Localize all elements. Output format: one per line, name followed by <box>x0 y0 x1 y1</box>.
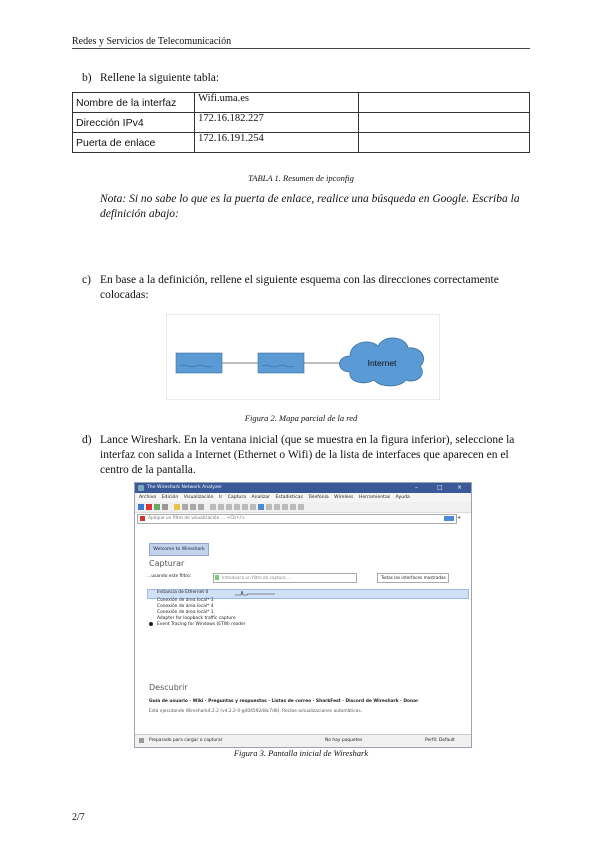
capture-filter-row <box>147 573 457 582</box>
running-header: Redes y Servicios de Telecomunicación <box>72 36 232 47</box>
find-icon[interactable] <box>210 504 216 510</box>
table-cell-extra <box>359 93 530 113</box>
zoom-in-icon[interactable] <box>274 504 280 510</box>
version-text: Está ejecutando Wireshark4.2.2 (v4.2.2-0-g404592d8c7d6). Recibe actualizaciones automáticas. <box>149 709 363 714</box>
status-packets: No hay paquetes <box>325 738 363 743</box>
capture-bookmark-icon[interactable] <box>215 575 219 580</box>
ipconfig-table <box>72 92 530 153</box>
close-file-icon[interactable] <box>190 504 196 510</box>
display-filter-input[interactable] <box>137 514 457 524</box>
menu-item[interactable]: Edición <box>161 495 179 500</box>
network-diagram <box>166 314 440 400</box>
wireshark-window <box>134 482 472 748</box>
table-row <box>73 133 530 153</box>
goto-icon[interactable] <box>234 504 240 510</box>
table-cell-label: Puerta de enlace <box>73 133 195 153</box>
table-row <box>73 113 530 133</box>
note-text: Nota: Si no sabe lo que es la puerta de enlace, realice una búsqueda en Google. Escriba la definición abajo: <box>100 193 520 220</box>
table-cell-label: Nombre de la interfaz <box>73 93 195 113</box>
capture-filter-placeholder: Introduzca un filtro de captura … <box>222 575 292 580</box>
status-bar <box>135 734 471 748</box>
cloud-label: Internet <box>367 358 397 368</box>
menu-item[interactable]: Telefonía <box>308 495 329 500</box>
wireshark-logo-icon <box>138 485 144 491</box>
menu-bar <box>135 493 471 502</box>
start-capture-icon[interactable] <box>138 504 144 510</box>
restart-capture-icon[interactable] <box>154 504 160 510</box>
window-title: The Wireshark Network Analyzer <box>147 485 223 490</box>
interfaces-select-value: Todas las interfaces mostradas <box>381 575 446 580</box>
item-d-text: Lance Wireshark. En la ventana inicial (que se muestra en la figura inferior), seleccione la interfaz con salida a Internet (Ethernet o Wifi) de la lista de interfaces que aparecen en el centro de la pantalla. <box>100 434 515 476</box>
menu-item[interactable]: Ir <box>218 495 223 500</box>
interface-item[interactable]: Conexión de área local* 4 <box>157 604 214 609</box>
item-b-marker: b) <box>82 72 92 84</box>
status-profile[interactable]: Perfil: Default <box>425 738 455 743</box>
menu-item[interactable]: Captura <box>227 495 247 500</box>
table-cell-extra <box>359 133 530 153</box>
autoscroll-icon[interactable] <box>258 504 264 510</box>
interface-item[interactable]: Event Tracing for Windows (ETW) reader <box>157 622 246 627</box>
title-bar <box>135 483 471 493</box>
header-rule <box>72 48 530 49</box>
welcome-button[interactable]: Welcome to Wireshark <box>149 543 209 556</box>
capture-filter-label: …usando este filtro: <box>147 574 192 579</box>
network-box-1 <box>176 353 222 373</box>
zoom-reset-icon[interactable] <box>290 504 296 510</box>
first-icon[interactable] <box>242 504 248 510</box>
last-icon[interactable] <box>250 504 256 510</box>
resize-columns-icon[interactable] <box>298 504 304 510</box>
discover-links[interactable]: Guía de usuario · Wiki · Preguntas y respuestas · Listas de correo · SharkFest · Discord de Wireshark · Donar <box>149 699 419 704</box>
forward-icon[interactable] <box>226 504 232 510</box>
table-row <box>73 93 530 113</box>
page-number: 2/7 <box>72 812 85 823</box>
table-caption: TABLA 1. Resumen de ipconfig <box>248 173 354 183</box>
item-c-text: En base a la definición, rellene el siguiente esquema con las direcciones correctamente colocadas: <box>100 274 499 301</box>
item-d-marker: d) <box>82 434 92 446</box>
item-c-marker: c) <box>82 274 91 286</box>
interface-item[interactable]: Conexión de área local* 3 <box>157 598 214 603</box>
maximize-icon[interactable]: □ <box>437 484 443 491</box>
status-left: Preparado para cargar o capturar <box>149 738 223 743</box>
expert-info-icon[interactable] <box>139 738 144 743</box>
save-icon[interactable] <box>182 504 188 510</box>
stop-capture-icon[interactable] <box>146 504 152 510</box>
interface-item[interactable]: Instancia de Ethernet 0 <box>157 590 209 595</box>
table-cell-value: 172.16.191.254 <box>195 133 359 153</box>
reload-icon[interactable] <box>198 504 204 510</box>
close-icon[interactable]: × <box>457 484 463 491</box>
table-cell-label: Dirección IPv4 <box>73 113 195 133</box>
menu-item[interactable]: Herramientas <box>358 495 391 500</box>
table-cell-extra <box>359 113 530 133</box>
menu-item[interactable]: Wireless <box>334 495 354 500</box>
item-d <box>82 433 530 478</box>
discover-heading: Descubrir <box>149 683 188 692</box>
apply-filter-icon[interactable] <box>444 516 454 521</box>
capture-filter-input[interactable] <box>213 573 357 583</box>
radio-icon[interactable] <box>149 622 153 626</box>
bookmark-icon[interactable] <box>140 516 145 521</box>
zoom-out-icon[interactable] <box>282 504 288 510</box>
add-filter-icon[interactable]: + <box>457 515 462 521</box>
interface-item[interactable]: Adapter for loopback traffic capture <box>157 616 236 621</box>
interfaces-select[interactable] <box>377 573 449 583</box>
menu-item[interactable]: Estadísticas <box>275 495 303 500</box>
display-filter-placeholder: Aplique un filtro de visualización … <Ctrl-/> <box>148 516 245 521</box>
options-icon[interactable] <box>162 504 168 510</box>
interface-item[interactable]: Conexión de área local* 1 <box>157 610 214 615</box>
menu-item[interactable]: Analizar <box>251 495 271 500</box>
network-box-2 <box>258 353 304 373</box>
back-icon[interactable] <box>218 504 224 510</box>
sparkline-icon <box>235 590 275 597</box>
colorize-icon[interactable] <box>266 504 272 510</box>
capture-heading: Capturar <box>149 559 185 568</box>
item-b-text: Rellene la siguiente tabla: <box>100 72 220 84</box>
menu-item[interactable]: Archivo <box>139 495 157 500</box>
table-cell-value: Wifi.uma.es <box>195 93 359 113</box>
item-c <box>82 273 528 303</box>
open-file-icon[interactable] <box>174 504 180 510</box>
minimize-icon[interactable]: – <box>415 484 418 491</box>
menu-item[interactable]: Visualización <box>183 495 214 500</box>
menu-item[interactable]: Ayuda <box>395 495 410 500</box>
toolbar <box>135 502 471 513</box>
figure3-caption: Figura 3. Pantalla inicial de Wireshark <box>233 748 369 758</box>
item-b <box>82 71 220 86</box>
figure2-caption: Figura 2. Mapa parcial de la red <box>244 413 358 423</box>
table-cell-value: 172.16.182.227 <box>195 113 359 133</box>
